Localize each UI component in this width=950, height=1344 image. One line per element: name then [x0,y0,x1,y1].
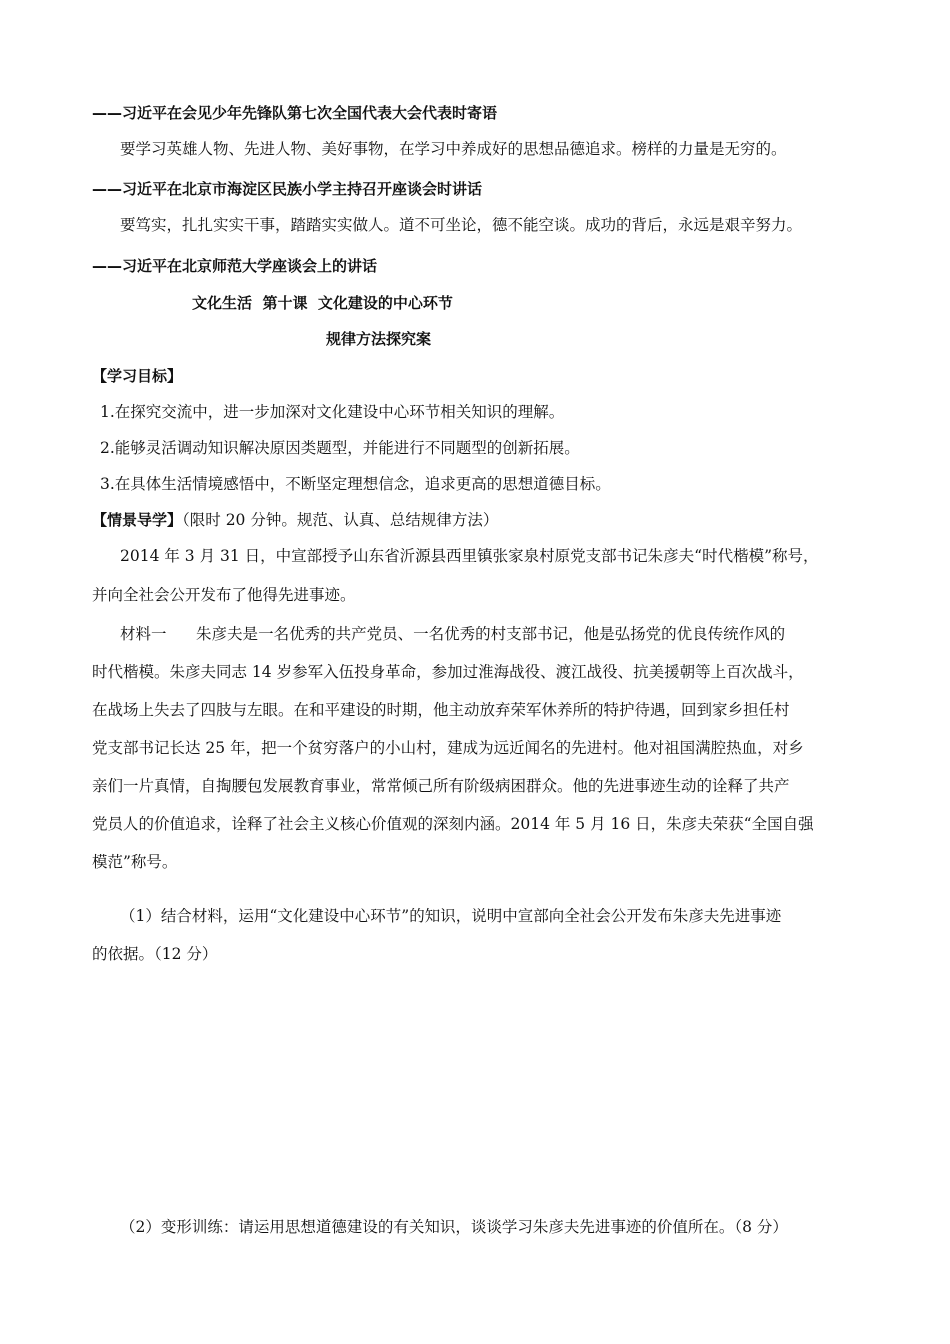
question-2: （2）变形训练：请运用思想道德建设的有关知识，谈谈学习朱彦夫先进事迹的价值所在。（8 分） [120,1218,788,1236]
material-line: 党支部书记长达 25 年，把一个贫穷落户的小山村，建成为远近闻名的先进村。他对祖国满腔热血，对乡 [92,739,804,757]
material-line: 材料一 朱彦夫是一名优秀的共产党员、一名优秀的村支部书记，他是弘扬党的优良传统作风的 [120,625,786,643]
question-1-line: 的依据。（12 分） [92,945,218,963]
quote-source: ——习近平在北京师范大学座谈会上的讲话 [92,257,378,275]
material-line: 在战场上失去了四肢与左眼。在和平建设的时期，他主动放弃荣军休养所的特护待遇，回到家乡担任村 [92,701,790,719]
scenario-note: （限时 20 分钟。规范、认真、总结规律方法） [182,511,499,529]
material-line: 亲们一片真情，自掏腰包发展教育事业，常常倾己所有阶级病困群众。他的先进事迹生动的诠释了共产 [92,777,790,795]
lesson-subtitle: 规律方法探究案 [326,330,432,348]
material-line: 模范”称号。 [92,853,178,871]
scenario-header [92,510,498,530]
quote-text: 要学习英雄人物、先进人物、美好事物，在学习中养成好的思想品德追求。榜样的力量是无穷的。 [120,140,787,158]
material-line: 时代楷模。朱彦夫同志 14 岁参军入伍投身革命，参加过淮海战役、渡江战役、抗美援朝等上百次战斗， [92,663,804,681]
goal-item: 1.在探究交流中，进一步加深对文化建设中心环节相关知识的理解。 [100,403,565,421]
quote-source: ——习近平在北京市海淀区民族小学主持召开座谈会时讲话 [92,180,483,198]
lesson-title: 文化生活 第十课 文化建设的中心环节 [192,294,453,312]
goal-item: 3.在具体生活情境感悟中，不断坚定理想信念，追求更高的思想道德目标。 [100,475,611,493]
question-1-line: （1）结合材料，运用“文化建设中心环节”的知识，说明中宣部向全社会公开发布朱彦夫先进事迹 [120,907,782,925]
intro-line: 2014 年 3 月 31 日，中宣部授予山东省沂源县西里镇张家泉村原党支部书记朱彦夫“时代楷模”称号， [120,547,819,565]
quote-text: 要笃实，扎扎实实干事，踏踏实实做人。道不可坐论，德不能空谈。成功的背后，永远是艰辛努力。 [120,216,803,234]
material-line: 党员人的价值追求，诠释了社会主义核心价值观的深刻内涵。2014 年 5 月 16 日，朱彦夫荣获“全国自强 [92,815,814,833]
scenario-heading: 【情景导学】 [92,511,183,529]
goal-item: 2.能够灵活调动知识解决原因类题型，并能进行不同题型的创新拓展。 [100,439,580,457]
goals-heading: 【学习目标】 [92,367,183,385]
quote-source: ——习近平在会见少年先锋队第七次全国代表大会代表时寄语 [92,104,498,122]
intro-line: 并向全社会公开发布了他得先进事迹。 [92,586,356,604]
